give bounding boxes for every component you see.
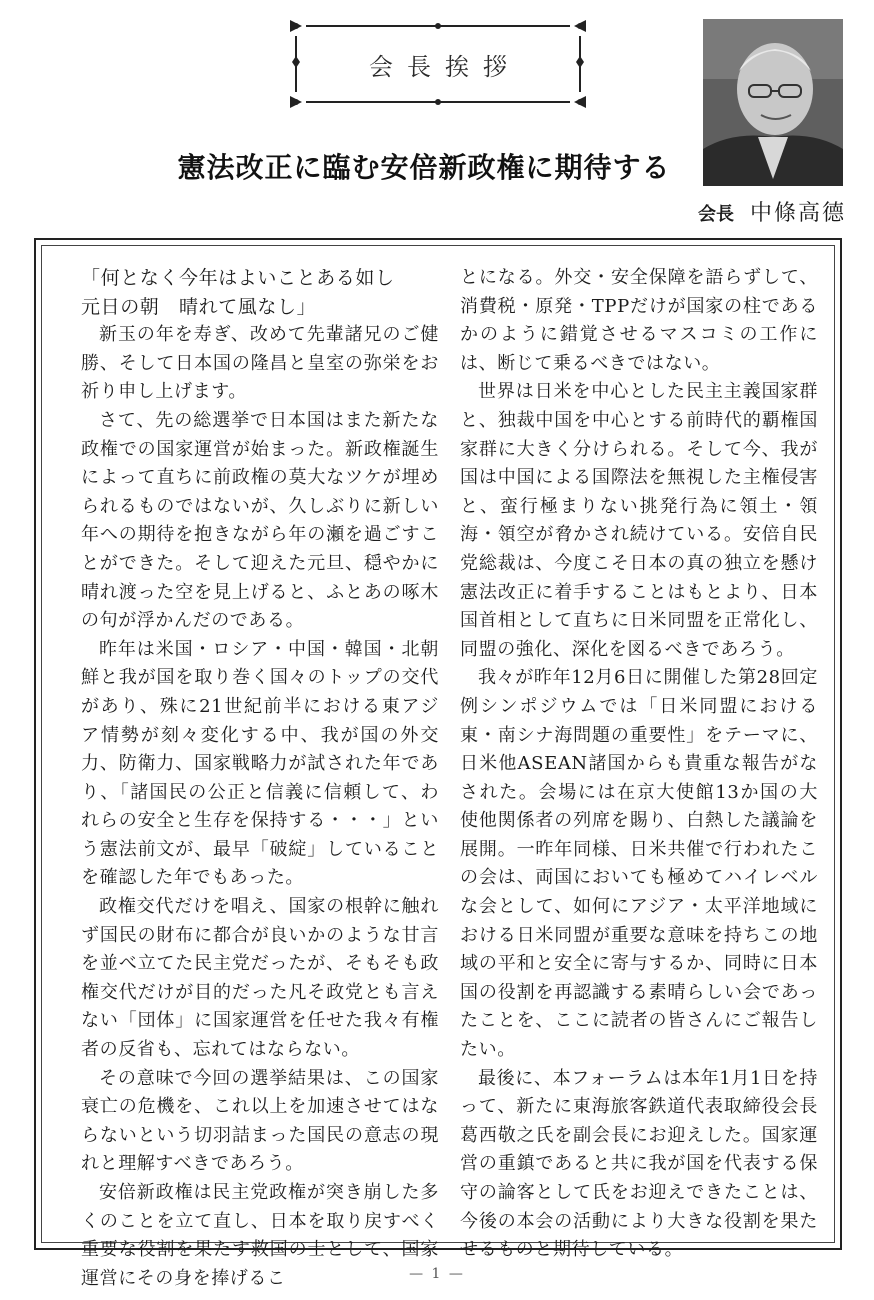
paragraph: その意味で今回の選挙結果は、この国家衰亡の危機を、これ以上を加速させてはならないという切羽詰まった国民の意志の現れと理解すべきであろう。 xyxy=(81,1067,439,1175)
paragraph: 我々が昨年12月6日に開催した第28回定例シンポジウムでは「日米同盟における東・南シナ海問題の重要性」をテーマに、日米他ASEAN諸国からも貴重な報告がなされた。会場には在京大使館13か国の大使他関係者の列席を賜り、白熱した議論を展開。一昨年同様、日米共催で行われたこの会は、両国においても極めてハイレベルな会として、如何にアジア・太平洋地域における日米同盟が重要な意味を持ちこの地域の平和と安全に寄与するか、同時に日本国の役割を再認識する素晴らしい会であったことを、ここに読者の皆さんにご報告したい。 xyxy=(460,667,818,1061)
poem-line: 元日の朝 晴れて風なし」 xyxy=(81,295,317,318)
paragraph: 昨年は米国・ロシア・中国・韓国・北朝鮮と我が国を取り巻く国々のトップの交代があり、殊に21世紀前半における東アジア情勢が刻々変化する中、我が国の外交力、防衛力、国家戦略力が試された年であり、「諸国民の公正と信義に信頼して、われらの安全と生存を保持する・・・」という憲法前文が、最早「破綻」していることを確認した年でもあった。 xyxy=(81,638,439,889)
article-headline: 憲法改正に臨む安倍新政権に期待する xyxy=(177,151,671,184)
poem-line: 「何となく今年はよいことある如し xyxy=(81,267,395,289)
byline xyxy=(660,196,846,227)
title-frame xyxy=(288,18,588,110)
page-number: — 1 — xyxy=(409,1266,465,1282)
article-body-box xyxy=(34,238,842,1289)
right-column xyxy=(460,264,818,1265)
paragraph: 世界は日米を中心とした民主主義国家群と、独裁中国を中心とする前時代的覇権国家群に大きく分けられる。そして今、我が国は中国による国際法を無視した主権侵害と、蛮行極まりない挑発行為に領土・領海・領空が脅かされ続けている。安倍自民党総裁は、今度こそ日本の真の独立を懸け憲法改正に着手することはもとより、日本国首相として直ちに日米同盟を正常化し、同盟の強化、深化を図るべきであろう。 xyxy=(460,381,818,660)
paragraph: 最後に、本フォーラムは本年1月1日を持って、新たに東海旅客鉄道代表取締役会長葛西敬之氏を副会長にお迎えした。国家運営の重鎮であると共に我が国を代表する保守の論客として氏をお迎えできたことは、今後の本会の活動により大きな役割を果たせるものと期待している。 xyxy=(460,1067,818,1261)
paragraph: さて、先の総選挙で日本国はまた新たな政権での国家運営が始まった。新政権誕生によって直ちに前政権の莫大なツケが埋められるものではないが、久しぶりに新しい年への期待を抱きながら年の瀬を過ごすことができた。そして迎えた元旦、穏やかに晴れ渡った空を見上げると、ふとあの啄木の句が浮かんだのである。 xyxy=(81,409,439,632)
paragraph: 安倍新政権は民主党政権が突き崩した多くのことを立て直し、日本を取り戻すべく重要な役割を果たす救国の士として、国家運営にその身を捧げるこ xyxy=(81,1182,439,1289)
paragraph: 政権交代だけを唱え、国家の根幹に触れず国民の財布に都合が良いかのような甘言を並べ立てた民主党だったが、そもそも政権交代だけが目的だった凡そ政党とも言えない「団体」に国家運営を任せた我々有権者の反省も、忘れてはならない。 xyxy=(81,896,439,1061)
paragraph-continuation: とになる。外交・安全保障を語らずして、消費税・原発・TPPだけが国家の柱であるかのように錯覚させるマスコミの工作には、断じて乗るべきではない。 xyxy=(460,267,818,374)
section-label: 会長挨拶 xyxy=(369,52,521,81)
left-column xyxy=(81,264,439,1293)
author-role: 会長 xyxy=(697,204,734,225)
author-name: 中條高德 xyxy=(749,201,846,226)
author-photo xyxy=(703,19,843,186)
paragraph: 新玉の年を寿ぎ、改めて先輩諸兄のご健勝、そして日本国の隆昌と皇室の弥栄をお祈り申し上げます。 xyxy=(81,324,439,403)
